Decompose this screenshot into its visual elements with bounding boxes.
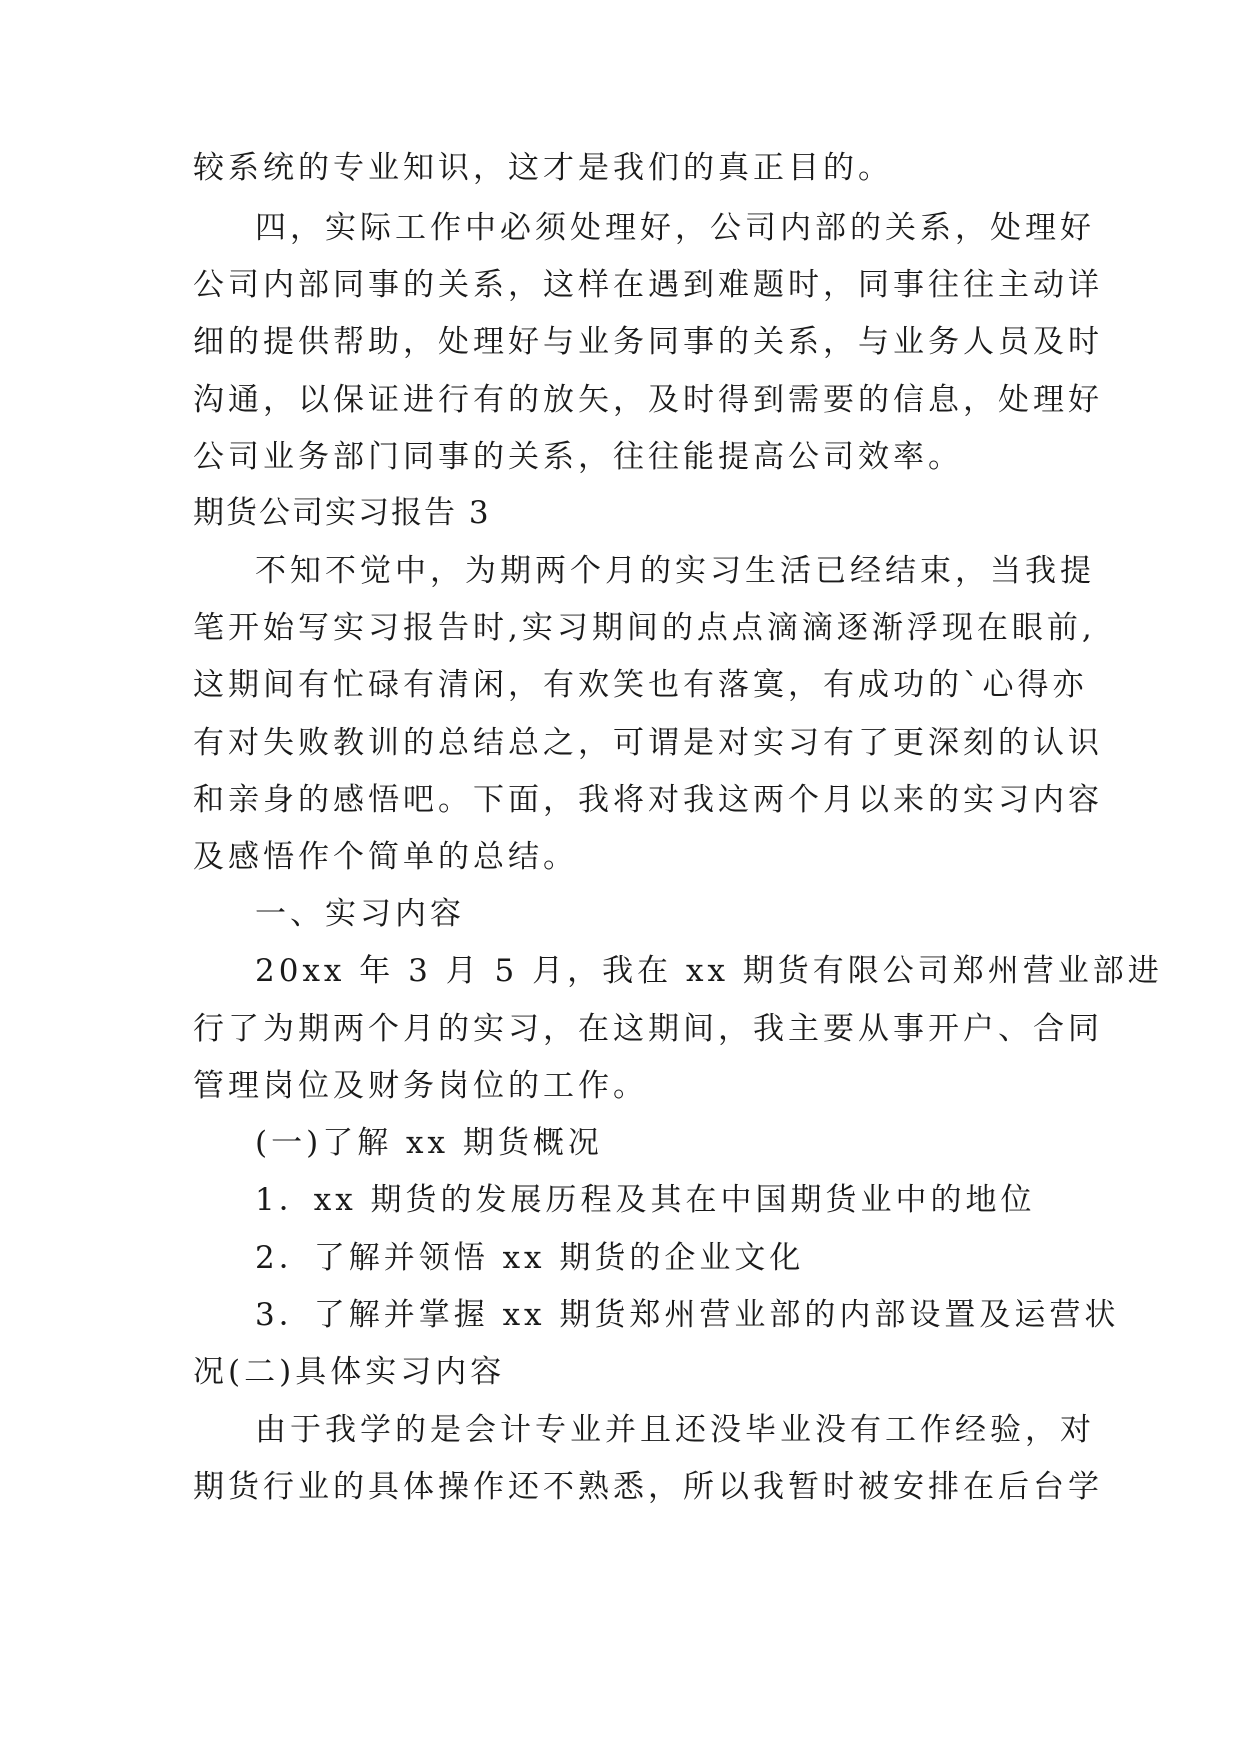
text-line: 况(二)具体实习内容 xyxy=(193,1354,506,1390)
text-line: 及感悟作个简单的总结。 xyxy=(193,839,578,875)
text-line: 期货行业的具体操作还不熟悉，所以我暂时被安排在后台学 xyxy=(193,1469,1103,1505)
list-item: 3．了解并掌握 xx 期货郑州营业部的内部设置及运营状 xyxy=(255,1297,1120,1333)
text-line: 较系统的专业知识，这才是我们的真正目的。 xyxy=(193,150,893,186)
subsection-heading: 一、实习内容 xyxy=(255,896,465,932)
text-line: 公司业务部门同事的关系，往往能提高公司效率。 xyxy=(193,439,963,475)
section-title: 期货公司实习报告 3 xyxy=(193,495,491,531)
paragraph-line-first: 20xx 年 3 月 5 月，我在 xx 期货有限公司郑州营业部进 xyxy=(255,953,1163,989)
text-line: 笔开始写实习报告时,实习期间的点点滴滴逐渐浮现在眼前, xyxy=(193,610,1096,646)
text-line: 管理岗位及财务岗位的工作。 xyxy=(193,1068,648,1104)
paragraph-line-first: 由于我学的是会计专业并且还没毕业没有工作经验，对 xyxy=(255,1412,1095,1448)
text-line: 细的提供帮助，处理好与业务同事的关系，与业务人员及时 xyxy=(193,324,1103,360)
text-line: 和亲身的感悟吧。下面，我将对我这两个月以来的实习内容 xyxy=(193,782,1103,818)
list-item: 2．了解并领悟 xx 期货的企业文化 xyxy=(255,1240,805,1276)
list-item: 1．xx 期货的发展历程及其在中国期货业中的地位 xyxy=(255,1182,1036,1218)
text-line: 沟通，以保证进行有的放矢，及时得到需要的信息，处理好 xyxy=(193,382,1103,418)
text-line: 这期间有忙碌有清闲，有欢笑也有落寞，有成功的`心得亦 xyxy=(193,667,1088,703)
text-line: 有对失败教训的总结总之，可谓是对实习有了更深刻的认识 xyxy=(193,725,1103,761)
subsection-heading: (一)了解 xx 期货概况 xyxy=(255,1125,603,1161)
paragraph-line-first: 四，实际工作中必须处理好，公司内部的关系，处理好 xyxy=(255,210,1095,246)
text-line: 行了为期两个月的实习，在这期间，我主要从事开户、合同 xyxy=(193,1011,1103,1047)
text-line: 公司内部同事的关系，这样在遇到难题时，同事往往主动详 xyxy=(193,267,1103,303)
paragraph-line-first: 不知不觉中，为期两个月的实习生活已经结束，当我提 xyxy=(255,553,1095,589)
